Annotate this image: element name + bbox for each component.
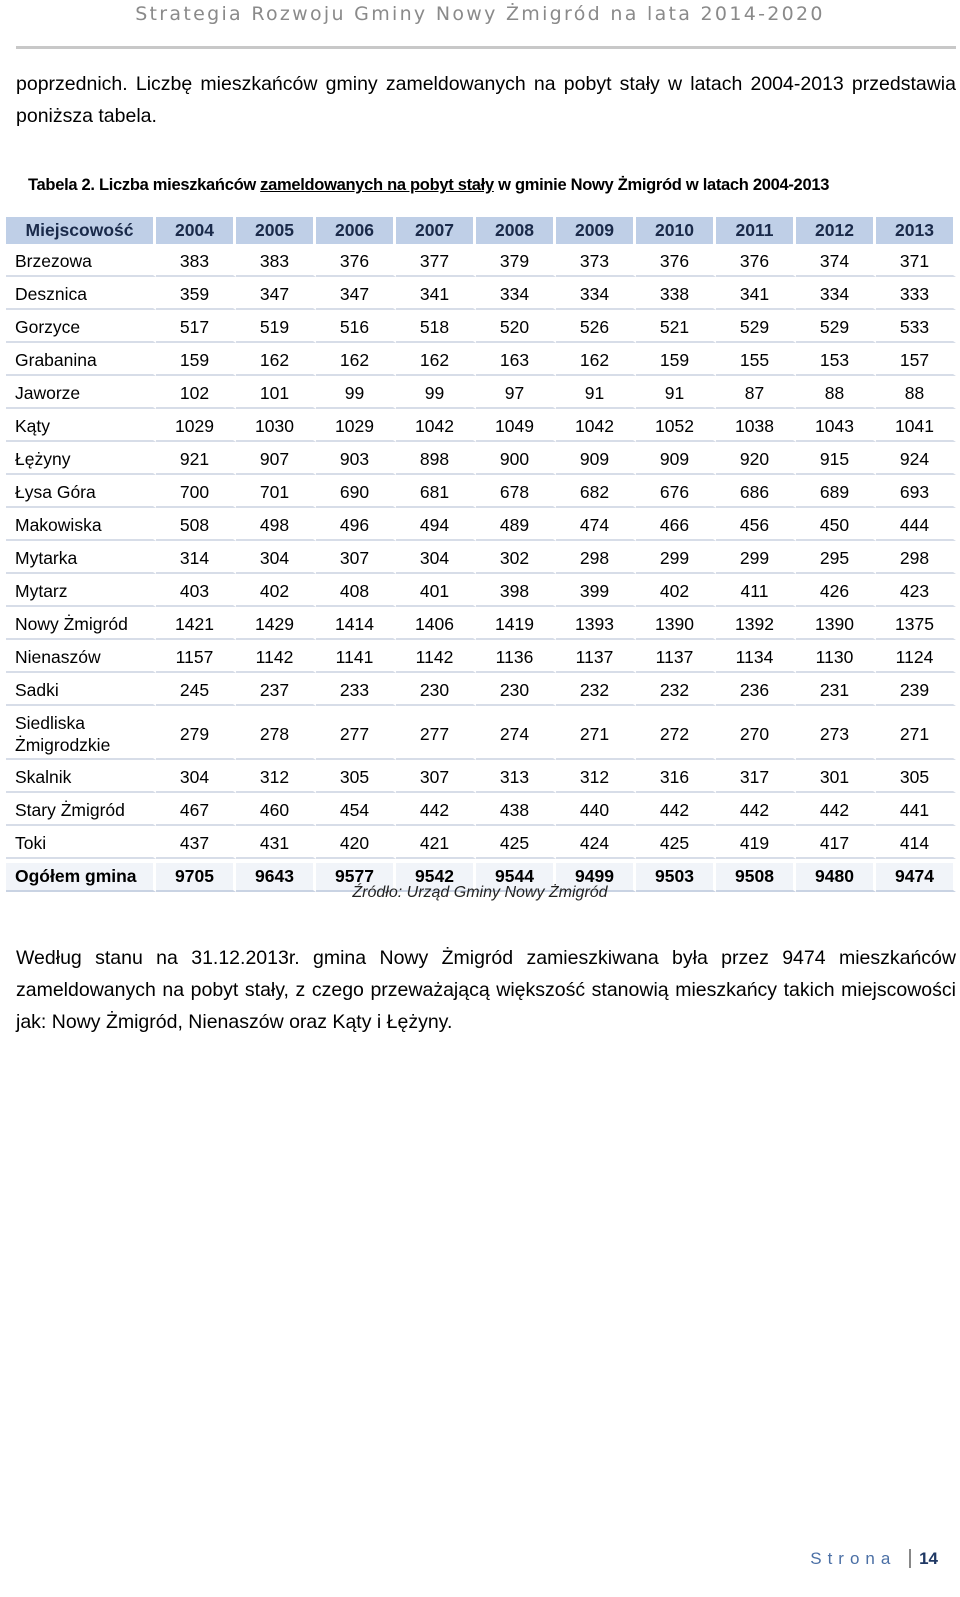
value-cell: 516: [316, 314, 396, 343]
value-cell: 494: [396, 512, 476, 541]
value-cell: 88: [796, 380, 876, 409]
total-label-cell: Ogółem gmina: [6, 863, 156, 892]
value-cell: 1141: [316, 644, 396, 673]
value-cell: 466: [636, 512, 716, 541]
value-cell: 426: [796, 578, 876, 607]
value-cell: 909: [636, 446, 716, 475]
value-cell: 159: [636, 347, 716, 376]
table-row: [6, 380, 956, 409]
location-cell: Makowiska: [6, 512, 156, 541]
header-cell-year: 2011: [716, 217, 796, 244]
table-row: [6, 413, 956, 442]
value-cell: 1052: [636, 413, 716, 442]
value-cell: 334: [556, 281, 636, 310]
value-cell: 334: [476, 281, 556, 310]
header-divider: [16, 46, 956, 49]
value-cell: 437: [156, 830, 236, 859]
value-cell: 334: [796, 281, 876, 310]
value-cell: 304: [236, 545, 316, 574]
total-value-cell: 9577: [316, 863, 396, 892]
value-cell: 915: [796, 446, 876, 475]
value-cell: 314: [156, 545, 236, 574]
table-row: [6, 797, 956, 826]
value-cell: 1038: [716, 413, 796, 442]
value-cell: 162: [236, 347, 316, 376]
value-cell: 442: [716, 797, 796, 826]
page-footer: [810, 1549, 938, 1569]
value-cell: 163: [476, 347, 556, 376]
value-cell: 425: [636, 830, 716, 859]
table-row: [6, 248, 956, 277]
value-cell: 921: [156, 446, 236, 475]
value-cell: 920: [716, 446, 796, 475]
value-cell: 376: [636, 248, 716, 277]
page-number: 14: [909, 1549, 938, 1568]
value-cell: 411: [716, 578, 796, 607]
value-cell: 403: [156, 578, 236, 607]
value-cell: 272: [636, 710, 716, 760]
value-cell: 701: [236, 479, 316, 508]
table-row: [6, 314, 956, 343]
total-value-cell: 9474: [876, 863, 956, 892]
location-cell: Kąty: [6, 413, 156, 442]
value-cell: 373: [556, 248, 636, 277]
value-cell: 425: [476, 830, 556, 859]
conclusion-paragraph: Według stanu na 31.12.2013r. gmina Nowy Żmigród zamieszkiwana była przez 9474 mieszkańców zameldowanych na pobyt stały, z czego przeważającą większość stanowią mieszkańcy takich miejscowości jak: Nowy Żmigród, Nienaszów oraz Kąty i Łężyny.: [16, 947, 956, 1033]
value-cell: 520: [476, 314, 556, 343]
total-value-cell: 9508: [716, 863, 796, 892]
value-cell: 162: [316, 347, 396, 376]
value-cell: 676: [636, 479, 716, 508]
table-row: [6, 446, 956, 475]
value-cell: 232: [636, 677, 716, 706]
value-cell: 456: [716, 512, 796, 541]
value-cell: 1130: [796, 644, 876, 673]
value-cell: 279: [156, 710, 236, 760]
header-cell-year: 2013: [876, 217, 956, 244]
value-cell: 91: [636, 380, 716, 409]
location-cell: Mytarka: [6, 545, 156, 574]
value-cell: 526: [556, 314, 636, 343]
value-cell: 301: [796, 764, 876, 793]
table-source: Źródło: Urząd Gminy Nowy Żmigród: [352, 884, 608, 901]
value-cell: 341: [716, 281, 796, 310]
location-cell: Toki: [6, 830, 156, 859]
value-cell: 700: [156, 479, 236, 508]
value-cell: 1419: [476, 611, 556, 640]
value-cell: 1049: [476, 413, 556, 442]
value-cell: 278: [236, 710, 316, 760]
value-cell: 402: [636, 578, 716, 607]
value-cell: 333: [876, 281, 956, 310]
value-cell: 1041: [876, 413, 956, 442]
table-row: [6, 578, 956, 607]
value-cell: 498: [236, 512, 316, 541]
location-cell: Siedliska Żmigrodzkie: [6, 710, 156, 760]
value-cell: 237: [236, 677, 316, 706]
table-row: [6, 830, 956, 859]
location-cell: Mytarz: [6, 578, 156, 607]
value-cell: 903: [316, 446, 396, 475]
value-cell: 1137: [556, 644, 636, 673]
value-cell: 533: [876, 314, 956, 343]
table-row: [6, 644, 956, 673]
header-cell-year: 2009: [556, 217, 636, 244]
value-cell: 383: [156, 248, 236, 277]
value-cell: 313: [476, 764, 556, 793]
value-cell: 417: [796, 830, 876, 859]
table-row: [6, 677, 956, 706]
caption-prefix: Tabela 2. Liczba mieszkańców: [28, 176, 261, 194]
value-cell: 277: [316, 710, 396, 760]
value-cell: 299: [636, 545, 716, 574]
value-cell: 909: [556, 446, 636, 475]
value-cell: 162: [396, 347, 476, 376]
value-cell: 99: [396, 380, 476, 409]
header-cell-year: 2010: [636, 217, 716, 244]
value-cell: 298: [556, 545, 636, 574]
value-cell: 900: [476, 446, 556, 475]
value-cell: 438: [476, 797, 556, 826]
value-cell: 419: [716, 830, 796, 859]
total-value-cell: 9499: [556, 863, 636, 892]
total-value-cell: 9705: [156, 863, 236, 892]
value-cell: 298: [876, 545, 956, 574]
value-cell: 686: [716, 479, 796, 508]
value-cell: 1030: [236, 413, 316, 442]
value-cell: 312: [556, 764, 636, 793]
location-cell: Łężyny: [6, 446, 156, 475]
total-value-cell: 9503: [636, 863, 716, 892]
header-cell-year: 2005: [236, 217, 316, 244]
value-cell: 239: [876, 677, 956, 706]
value-cell: 101: [236, 380, 316, 409]
value-cell: 231: [796, 677, 876, 706]
value-cell: 274: [476, 710, 556, 760]
value-cell: 295: [796, 545, 876, 574]
caption-underlined: zameldowanych na pobyt stały: [260, 176, 494, 194]
value-cell: 157: [876, 347, 956, 376]
value-cell: 1414: [316, 611, 396, 640]
value-cell: 230: [476, 677, 556, 706]
location-cell: Nienaszów: [6, 644, 156, 673]
value-cell: 450: [796, 512, 876, 541]
header-cell-year: 2008: [476, 217, 556, 244]
location-cell: Jaworze: [6, 380, 156, 409]
value-cell: 155: [716, 347, 796, 376]
value-cell: 99: [316, 380, 396, 409]
value-cell: 1042: [396, 413, 476, 442]
value-cell: 402: [236, 578, 316, 607]
value-cell: 689: [796, 479, 876, 508]
value-cell: 273: [796, 710, 876, 760]
value-cell: 460: [236, 797, 316, 826]
value-cell: 423: [876, 578, 956, 607]
value-cell: 305: [316, 764, 396, 793]
value-cell: 347: [316, 281, 396, 310]
value-cell: 277: [396, 710, 476, 760]
value-cell: 383: [236, 248, 316, 277]
value-cell: 236: [716, 677, 796, 706]
value-cell: 442: [396, 797, 476, 826]
value-cell: 1375: [876, 611, 956, 640]
value-cell: 271: [876, 710, 956, 760]
value-cell: 102: [156, 380, 236, 409]
table-row: [6, 611, 956, 640]
value-cell: 898: [396, 446, 476, 475]
total-value-cell: 9643: [236, 863, 316, 892]
caption-suffix: w gminie Nowy Żmigród w latach 2004-2013: [493, 176, 830, 194]
value-cell: 162: [556, 347, 636, 376]
location-cell: Łysa Góra: [6, 479, 156, 508]
total-value-cell: 9480: [796, 863, 876, 892]
value-cell: 376: [316, 248, 396, 277]
value-cell: 1124: [876, 644, 956, 673]
value-cell: 159: [156, 347, 236, 376]
value-cell: 1043: [796, 413, 876, 442]
value-cell: 1134: [716, 644, 796, 673]
value-cell: 496: [316, 512, 396, 541]
table-row: [6, 512, 956, 541]
value-cell: 317: [716, 764, 796, 793]
value-cell: 304: [156, 764, 236, 793]
value-cell: 1142: [396, 644, 476, 673]
value-cell: 299: [716, 545, 796, 574]
value-cell: 376: [716, 248, 796, 277]
value-cell: 1393: [556, 611, 636, 640]
value-cell: 401: [396, 578, 476, 607]
value-cell: 316: [636, 764, 716, 793]
location-cell: Gorzyce: [6, 314, 156, 343]
value-cell: 338: [636, 281, 716, 310]
table-body: [6, 248, 956, 892]
header-cell-year: 2007: [396, 217, 476, 244]
value-cell: 529: [716, 314, 796, 343]
value-cell: 1142: [236, 644, 316, 673]
value-cell: 414: [876, 830, 956, 859]
table-row: [6, 710, 956, 760]
value-cell: 1406: [396, 611, 476, 640]
value-cell: 442: [636, 797, 716, 826]
value-cell: 270: [716, 710, 796, 760]
value-cell: 518: [396, 314, 476, 343]
value-cell: 424: [556, 830, 636, 859]
value-cell: 690: [316, 479, 396, 508]
table-row: [6, 545, 956, 574]
value-cell: 230: [396, 677, 476, 706]
value-cell: 271: [556, 710, 636, 760]
header-cell-year: 2004: [156, 217, 236, 244]
value-cell: 519: [236, 314, 316, 343]
value-cell: 442: [796, 797, 876, 826]
value-cell: 1029: [316, 413, 396, 442]
value-cell: 341: [396, 281, 476, 310]
value-cell: 408: [316, 578, 396, 607]
total-value-cell: 9544: [476, 863, 556, 892]
intro-paragraph: poprzednich. Liczbę mieszkańców gminy zameldowanych na pobyt stały w latach 2004-2013 przedstawia poniższa tabela.: [16, 73, 956, 127]
value-cell: 681: [396, 479, 476, 508]
value-cell: 421: [396, 830, 476, 859]
value-cell: 305: [876, 764, 956, 793]
value-cell: 517: [156, 314, 236, 343]
value-cell: 312: [236, 764, 316, 793]
value-cell: 398: [476, 578, 556, 607]
value-cell: 88: [876, 380, 956, 409]
value-cell: 399: [556, 578, 636, 607]
value-cell: 302: [476, 545, 556, 574]
table-row: [6, 347, 956, 376]
location-cell: Nowy Żmigród: [6, 611, 156, 640]
value-cell: 307: [316, 545, 396, 574]
value-cell: 1429: [236, 611, 316, 640]
value-cell: 347: [236, 281, 316, 310]
value-cell: 924: [876, 446, 956, 475]
value-cell: 508: [156, 512, 236, 541]
table-row: [6, 281, 956, 310]
value-cell: 359: [156, 281, 236, 310]
value-cell: 245: [156, 677, 236, 706]
value-cell: 1029: [156, 413, 236, 442]
header-cell-year: 2006: [316, 217, 396, 244]
header-cell-year: 2012: [796, 217, 876, 244]
value-cell: 474: [556, 512, 636, 541]
location-cell: Brzezowa: [6, 248, 156, 277]
table-row: [6, 479, 956, 508]
value-cell: 454: [316, 797, 396, 826]
value-cell: 1421: [156, 611, 236, 640]
value-cell: 1390: [636, 611, 716, 640]
value-cell: 374: [796, 248, 876, 277]
table-row: [6, 764, 956, 793]
location-cell: Grabanina: [6, 347, 156, 376]
footer-label: Strona: [810, 1549, 897, 1568]
total-value-cell: 9542: [396, 863, 476, 892]
value-cell: 444: [876, 512, 956, 541]
value-cell: 1392: [716, 611, 796, 640]
value-cell: 693: [876, 479, 956, 508]
table-header-row: [6, 217, 956, 244]
value-cell: 371: [876, 248, 956, 277]
value-cell: 377: [396, 248, 476, 277]
running-header: Strategia Rozwoju Gminy Nowy Żmigród na lata 2014-2020: [135, 3, 825, 25]
value-cell: 153: [796, 347, 876, 376]
value-cell: 307: [396, 764, 476, 793]
value-cell: 1137: [636, 644, 716, 673]
value-cell: 440: [556, 797, 636, 826]
value-cell: 232: [556, 677, 636, 706]
value-cell: 91: [556, 380, 636, 409]
value-cell: 379: [476, 248, 556, 277]
value-cell: 1042: [556, 413, 636, 442]
value-cell: 907: [236, 446, 316, 475]
value-cell: 682: [556, 479, 636, 508]
value-cell: 441: [876, 797, 956, 826]
header-cell-location: Miejscowość: [6, 217, 156, 244]
table-caption: [28, 176, 958, 195]
value-cell: 87: [716, 380, 796, 409]
value-cell: 529: [796, 314, 876, 343]
location-cell: Skalnik: [6, 764, 156, 793]
value-cell: 97: [476, 380, 556, 409]
value-cell: 489: [476, 512, 556, 541]
value-cell: 467: [156, 797, 236, 826]
value-cell: 431: [236, 830, 316, 859]
value-cell: 678: [476, 479, 556, 508]
value-cell: 304: [396, 545, 476, 574]
location-cell: Stary Żmigród: [6, 797, 156, 826]
value-cell: 420: [316, 830, 396, 859]
value-cell: 521: [636, 314, 716, 343]
value-cell: 233: [316, 677, 396, 706]
location-cell: Sadki: [6, 677, 156, 706]
value-cell: 1390: [796, 611, 876, 640]
value-cell: 1136: [476, 644, 556, 673]
value-cell: 1157: [156, 644, 236, 673]
population-table: [6, 213, 956, 896]
location-cell: Desznica: [6, 281, 156, 310]
